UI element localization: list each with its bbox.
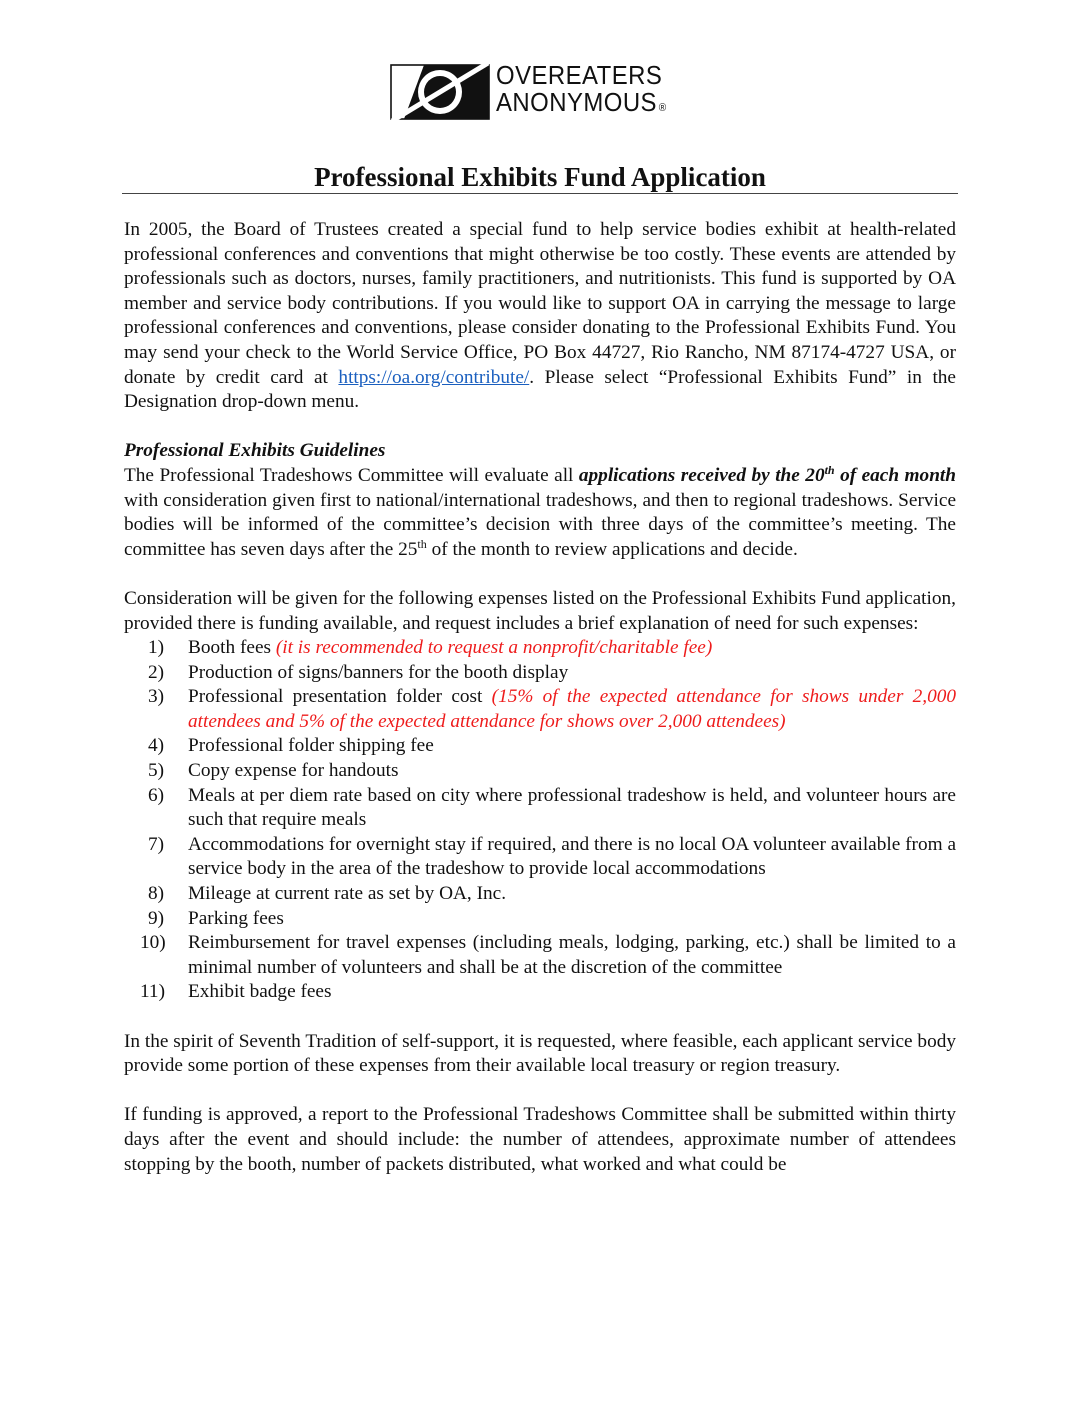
expense-item bbox=[124, 759, 956, 784]
guidelines-heading: Professional Exhibits Guidelines bbox=[124, 440, 386, 462]
oa-logo bbox=[390, 60, 682, 121]
item-text: Production of signs/banners for the booth display bbox=[188, 661, 569, 683]
deadline-text-2: of each month bbox=[834, 464, 956, 486]
registered-mark: ® bbox=[658, 102, 667, 114]
item-number: 7) bbox=[148, 833, 165, 855]
report-paragraph: If funding is approved, a report to the Professional Tradeshows Committee shall be submitted within thirty days after the event and should include: the number of attendees, approximate number of attendees stopping by the booth, number of packets distributed, what worked and what could be bbox=[124, 1104, 956, 1175]
page-title: Professional Exhibits Fund Application bbox=[314, 162, 766, 192]
deadline-emphasis bbox=[578, 462, 956, 486]
expense-item bbox=[124, 734, 956, 759]
item-text: Accommodations for overnight stay if required, and there is no local OA volunteer available from a service body in the area of the tradeshow to provide local accommodations bbox=[188, 833, 956, 880]
item-text: Mileage at current rate as set by OA, Inc. bbox=[188, 883, 507, 905]
intro-paragraph bbox=[124, 218, 956, 415]
contribute-link[interactable]: https://oa.org/contribute/ bbox=[338, 366, 530, 388]
oa-logo-mark-icon bbox=[390, 63, 490, 121]
consideration-paragraph: Consideration will be given for the following expenses listed on the Professional Exhibits Fund application, provided there is funding available, and request includes a brief explanation of need for such expenses: bbox=[124, 587, 956, 634]
expense-list bbox=[124, 636, 956, 1005]
deadline-text: applications received by the 20 bbox=[578, 464, 825, 486]
guidelines-text-3: of the month to review applications and decide. bbox=[426, 538, 798, 560]
item-note: (15% of the expected attendance for shows under 2,000 attendees and 5% of the expected attendance for shows over 2,000 attendees) bbox=[188, 686, 956, 732]
deadline-sup: th bbox=[824, 462, 835, 477]
seventh-tradition-paragraph: In the spirit of Seventh Tradition of self-support, it is requested, where feasible, each applicant service body provide some portion of these expenses from their available local treasury or region treasury. bbox=[124, 1030, 956, 1077]
expense-item bbox=[124, 685, 956, 734]
item-number: 1) bbox=[148, 637, 165, 659]
logo-line-1: OVEREATERS bbox=[496, 60, 663, 90]
guidelines-text-2: with consideration given first to national/international tradeshows, and then to regional tradeshows. Service bodies will be informed of the committee’s decision with three days of the committee’s meeting. The committee has seven days after the 25 bbox=[124, 489, 956, 560]
review-sup: th bbox=[417, 536, 427, 551]
guidelines-paragraph bbox=[124, 464, 956, 562]
item-number: 11) bbox=[140, 981, 165, 1003]
item-text: Parking fees bbox=[188, 907, 284, 929]
logo-line-2-text: ANONYMOUS bbox=[496, 87, 657, 117]
oa-logo-wordmark bbox=[496, 62, 667, 122]
item-number: 4) bbox=[148, 735, 165, 757]
item-text: Copy expense for handouts bbox=[188, 760, 399, 782]
expense-item bbox=[124, 931, 956, 980]
item-text: Professional presentation folder cost bbox=[188, 686, 492, 708]
item-number: 9) bbox=[148, 907, 165, 929]
intro-text-after: . Please select “Professional Exhibits Fund” in the Designation drop-down menu. bbox=[124, 366, 956, 413]
intro-text: In 2005, the Board of Trustees created a special fund to help service bodies exhibit at health-related professional conferences and conventions that might otherwise be too costly. These events are attended by professionals such as doctors, nurses, family practitioners, and nutritionists. This fund is supported by OA member and service body contributions. If you would like to support OA in carrying the message to large professional conferences and conventions, please consider donating to the Professional Exhibits Fund. You may send your check to the World Service Office, PO Box 44727, Rio Rancho, NM 87174-4727 USA, or donate by credit card at bbox=[124, 219, 956, 388]
guidelines-text: The Professional Tradeshows Committee will evaluate all bbox=[124, 464, 579, 486]
expense-item bbox=[124, 980, 956, 1005]
expense-item bbox=[124, 882, 956, 907]
item-text: Professional folder shipping fee bbox=[188, 735, 434, 757]
item-text: Reimbursement for travel expenses (including meals, lodging, parking, etc.) shall be limited to a minimal number of volunteers and shall be at the discretion of the committee bbox=[188, 932, 956, 978]
item-text: Meals at per diem rate based on city where professional tradeshow is held, and volunteer hours are such that require meals bbox=[188, 784, 956, 831]
item-number: 6) bbox=[148, 784, 165, 806]
expense-item bbox=[124, 833, 956, 882]
item-number: 2) bbox=[148, 661, 165, 683]
expense-item bbox=[124, 661, 956, 686]
document-body bbox=[124, 218, 956, 1177]
item-text: Exhibit badge fees bbox=[188, 981, 332, 1003]
item-number: 10) bbox=[140, 932, 166, 954]
item-number: 8) bbox=[148, 883, 165, 905]
expense-item bbox=[124, 907, 956, 932]
item-text: Booth fees bbox=[188, 637, 276, 659]
item-note: (it is recommended to request a nonprofit/charitable fee) bbox=[275, 637, 713, 659]
expense-item bbox=[124, 784, 956, 833]
title-divider bbox=[122, 193, 958, 194]
item-number: 5) bbox=[148, 760, 165, 782]
expense-item bbox=[124, 636, 956, 661]
item-number: 3) bbox=[148, 686, 165, 708]
logo-line-2 bbox=[496, 89, 667, 122]
